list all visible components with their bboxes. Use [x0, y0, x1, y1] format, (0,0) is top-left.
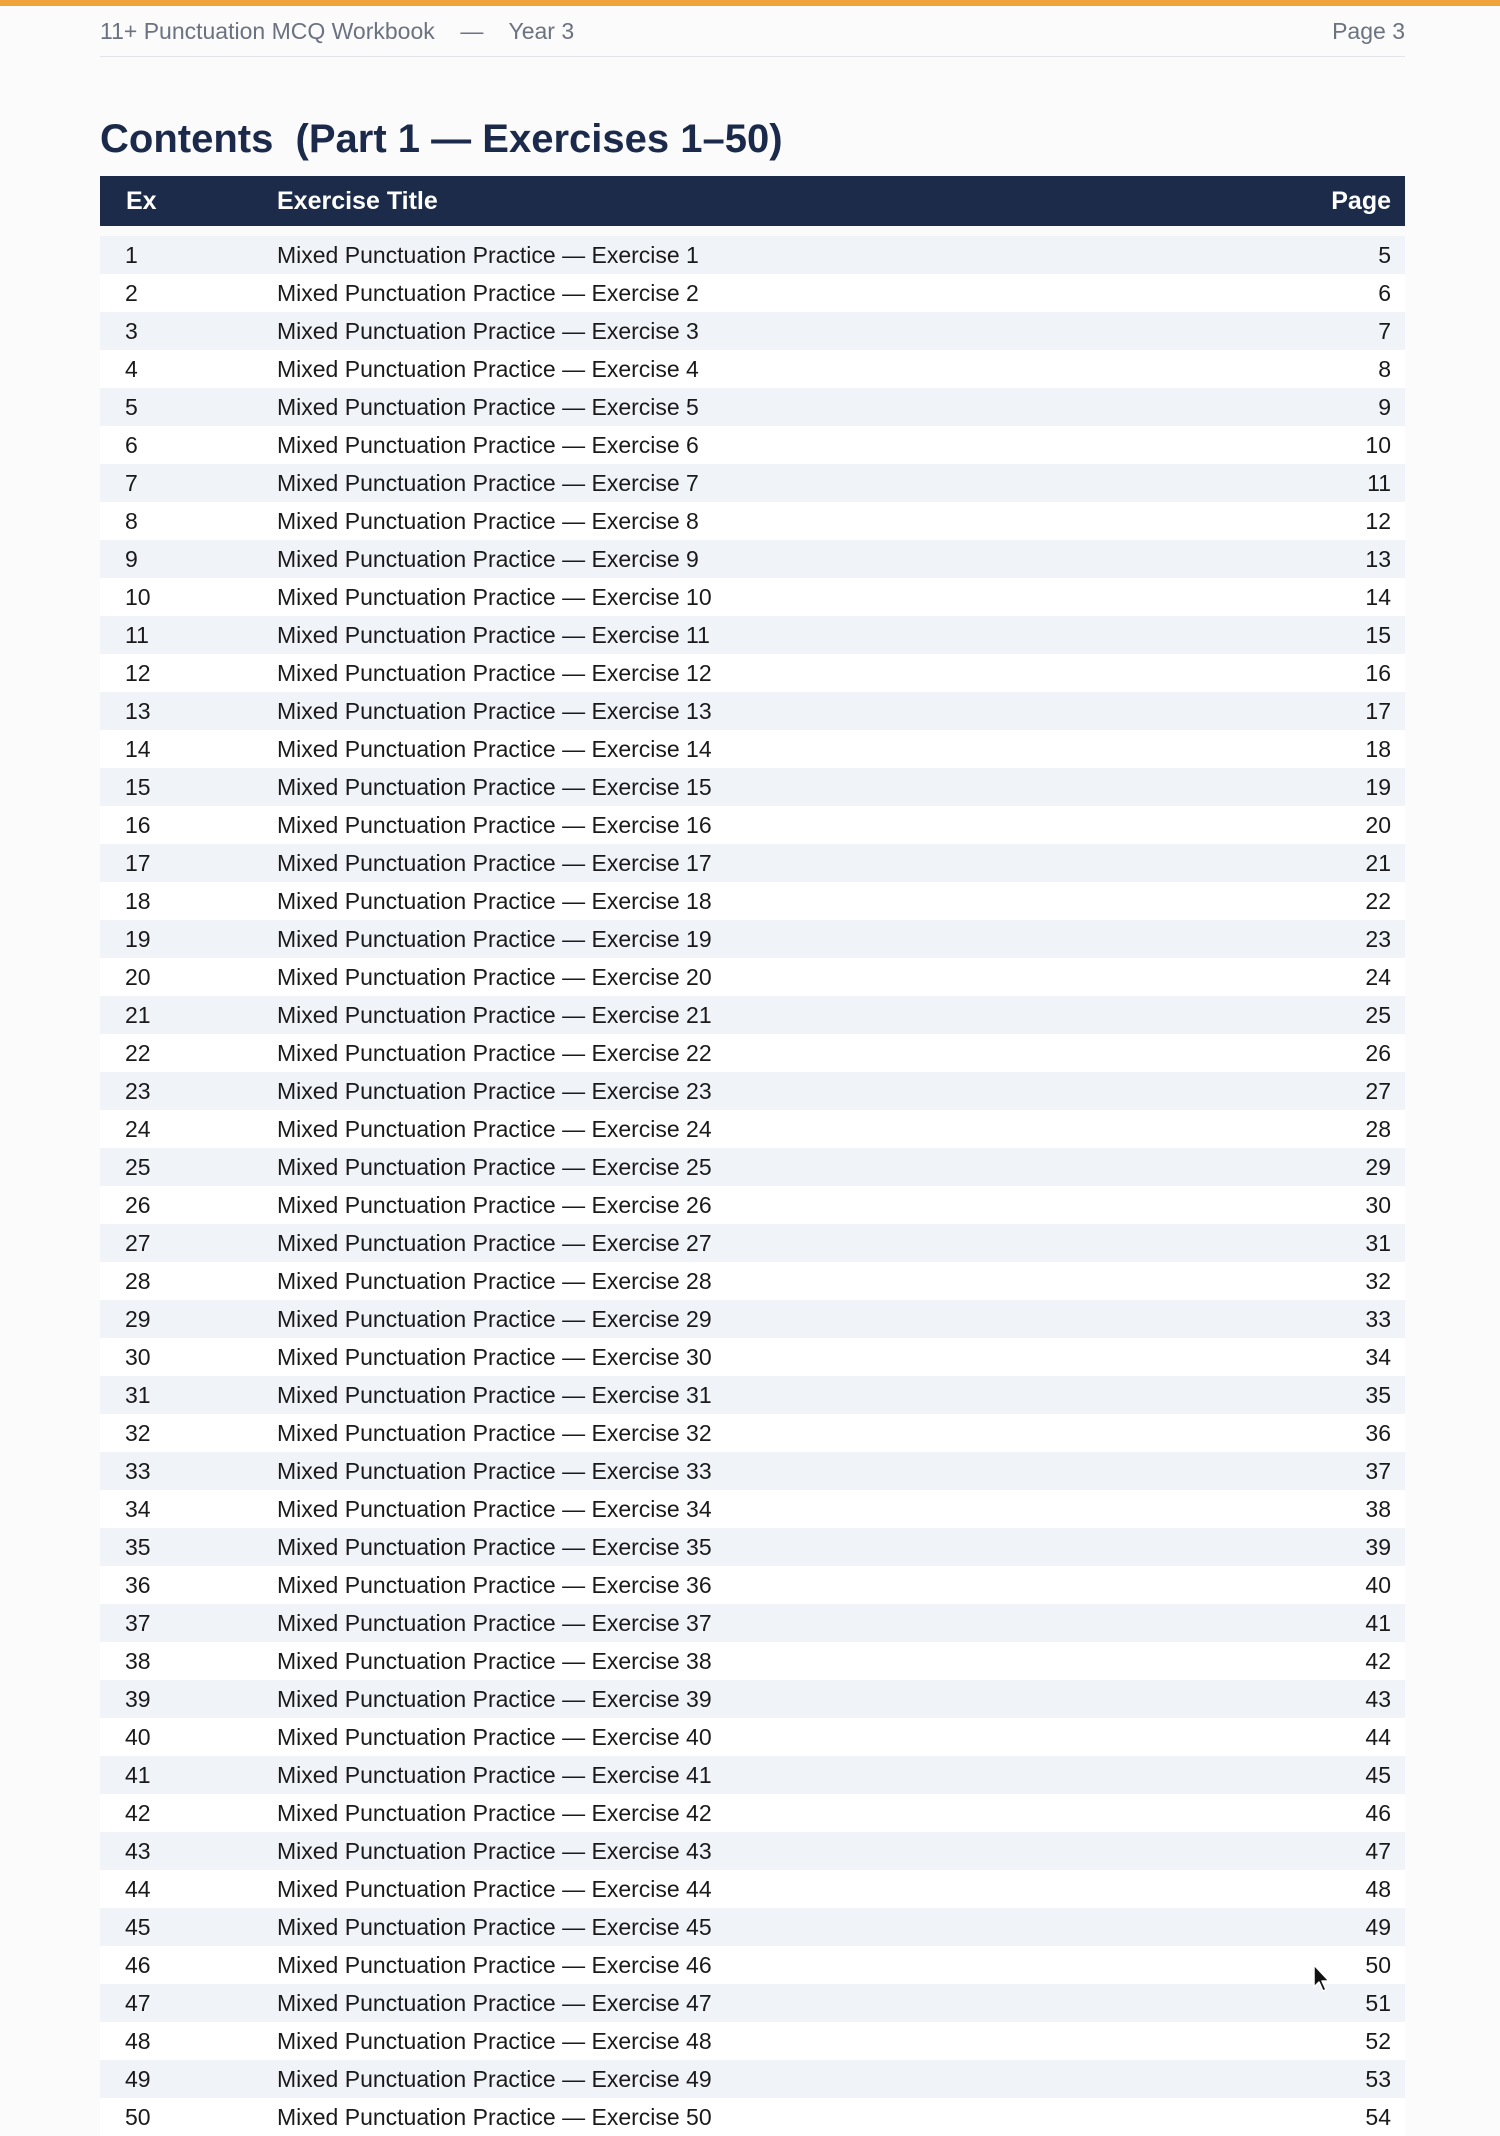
page-number-cell: 50 — [1365, 1951, 1391, 1978]
exercise-title-cell: Mixed Punctuation Practice — Exercise 49 — [277, 2065, 712, 2092]
page-number-cell: 6 — [1378, 279, 1391, 306]
table-row — [100, 958, 1405, 996]
year-label: Year 3 — [508, 17, 575, 44]
running-header — [100, 6, 1405, 57]
table-row — [100, 1338, 1405, 1376]
exercise-number-cell: 43 — [125, 1837, 151, 1864]
table-row — [100, 1870, 1405, 1908]
exercise-number-cell: 33 — [125, 1457, 151, 1484]
exercise-title-cell: Mixed Punctuation Practice — Exercise 16 — [277, 811, 712, 838]
contents-title: Contents (Part 1 — Exercises 1–50) — [100, 117, 783, 161]
page-number-cell: 15 — [1365, 621, 1391, 648]
page-number-cell: 34 — [1365, 1343, 1391, 1370]
column-header-ex: Ex — [126, 186, 157, 215]
page-number-cell: 35 — [1365, 1381, 1391, 1408]
page-number-cell: 36 — [1365, 1419, 1391, 1446]
page-number-cell: 54 — [1365, 2103, 1391, 2130]
table-row — [100, 1490, 1405, 1528]
exercise-number-cell: 41 — [125, 1761, 151, 1788]
exercise-number-cell: 25 — [125, 1153, 151, 1180]
exercise-title-cell: Mixed Punctuation Practice — Exercise 5 — [277, 393, 699, 420]
exercise-number-cell: 18 — [125, 887, 151, 914]
exercise-title-cell: Mixed Punctuation Practice — Exercise 45 — [277, 1913, 712, 1940]
table-row — [100, 1946, 1405, 1984]
table-row — [100, 1452, 1405, 1490]
page-number-cell: 23 — [1365, 925, 1391, 952]
exercise-title-cell: Mixed Punctuation Practice — Exercise 40 — [277, 1723, 712, 1750]
book-title: 11+ Punctuation MCQ Workbook — [100, 17, 435, 44]
contents-table — [100, 176, 1405, 2136]
exercise-number-cell: 39 — [125, 1685, 151, 1712]
page-number-cell: 47 — [1365, 1837, 1391, 1864]
exercise-number-cell: 21 — [125, 1001, 151, 1028]
table-row — [100, 1680, 1405, 1718]
exercise-number-cell: 50 — [125, 2103, 151, 2130]
table-row — [100, 1148, 1405, 1186]
exercise-number-cell: 45 — [125, 1913, 151, 1940]
exercise-title-cell: Mixed Punctuation Practice — Exercise 9 — [277, 545, 699, 572]
exercise-title-cell: Mixed Punctuation Practice — Exercise 1 — [277, 241, 699, 268]
table-spacer — [100, 226, 1405, 236]
exercise-number-cell: 16 — [125, 811, 151, 838]
table-row — [100, 540, 1405, 578]
table-row — [100, 1224, 1405, 1262]
exercise-number-cell: 2 — [125, 279, 138, 306]
exercise-number-cell: 12 — [125, 659, 151, 686]
table-row — [100, 996, 1405, 1034]
exercise-title-cell: Mixed Punctuation Practice — Exercise 8 — [277, 507, 699, 534]
table-header — [100, 176, 1405, 226]
exercise-title-cell: Mixed Punctuation Practice — Exercise 21 — [277, 1001, 712, 1028]
exercise-number-cell: 48 — [125, 2027, 151, 2054]
exercise-title-cell: Mixed Punctuation Practice — Exercise 4 — [277, 355, 699, 382]
page-number-cell: 32 — [1365, 1267, 1391, 1294]
exercise-number-cell: 7 — [125, 469, 138, 496]
document-page — [100, 6, 1405, 2136]
exercise-title-cell: Mixed Punctuation Practice — Exercise 37 — [277, 1609, 712, 1636]
page-number-cell: 9 — [1378, 393, 1391, 420]
table-row — [100, 2098, 1405, 2136]
exercise-number-cell: 37 — [125, 1609, 151, 1636]
page-number-cell: 8 — [1378, 355, 1391, 382]
table-row — [100, 768, 1405, 806]
exercise-title-cell: Mixed Punctuation Practice — Exercise 10 — [277, 583, 712, 610]
page-number-cell: 38 — [1365, 1495, 1391, 1522]
table-row — [100, 1262, 1405, 1300]
page-number-cell: 46 — [1365, 1799, 1391, 1826]
exercise-number-cell: 38 — [125, 1647, 151, 1674]
exercise-number-cell: 36 — [125, 1571, 151, 1598]
exercise-number-cell: 35 — [125, 1533, 151, 1560]
exercise-title-cell: Mixed Punctuation Practice — Exercise 13 — [277, 697, 712, 724]
table-row — [100, 2022, 1405, 2060]
table-row — [100, 806, 1405, 844]
exercise-title-cell: Mixed Punctuation Practice — Exercise 20 — [277, 963, 712, 990]
header-separator: — — [460, 17, 484, 44]
page-number-cell: 53 — [1365, 2065, 1391, 2092]
exercise-title-cell: Mixed Punctuation Practice — Exercise 33 — [277, 1457, 712, 1484]
table-row — [100, 1110, 1405, 1148]
table-row — [100, 1376, 1405, 1414]
exercise-title-cell: Mixed Punctuation Practice — Exercise 39 — [277, 1685, 712, 1712]
exercise-title-cell: Mixed Punctuation Practice — Exercise 23 — [277, 1077, 712, 1104]
page-number-cell: 26 — [1365, 1039, 1391, 1066]
exercise-number-cell: 17 — [125, 849, 151, 876]
table-row — [100, 654, 1405, 692]
table-row — [100, 1756, 1405, 1794]
table-header-row — [100, 176, 1405, 226]
exercise-number-cell: 24 — [125, 1115, 151, 1142]
exercise-title-cell: Mixed Punctuation Practice — Exercise 38 — [277, 1647, 712, 1674]
table-row — [100, 1794, 1405, 1832]
page-number-cell: 18 — [1365, 735, 1391, 762]
table-row — [100, 1186, 1405, 1224]
exercise-title-cell: Mixed Punctuation Practice — Exercise 2 — [277, 279, 699, 306]
table-row — [100, 1072, 1405, 1110]
exercise-number-cell: 19 — [125, 925, 151, 952]
exercise-number-cell: 49 — [125, 2065, 151, 2092]
exercise-number-cell: 46 — [125, 1951, 151, 1978]
exercise-title-cell: Mixed Punctuation Practice — Exercise 26 — [277, 1191, 712, 1218]
table-row — [100, 1566, 1405, 1604]
exercise-number-cell: 42 — [125, 1799, 151, 1826]
table-row — [100, 1034, 1405, 1072]
running-header-left — [100, 18, 574, 45]
table-row — [100, 1604, 1405, 1642]
table-row — [100, 350, 1405, 388]
page-number-cell: 40 — [1365, 1571, 1391, 1598]
table-row — [100, 1528, 1405, 1566]
page-number-cell: 37 — [1365, 1457, 1391, 1484]
page-number-cell: 33 — [1365, 1305, 1391, 1332]
page-number-cell: 11 — [1367, 469, 1391, 496]
page-number-cell: 25 — [1365, 1001, 1391, 1028]
page-number-cell: 52 — [1365, 2027, 1391, 2054]
table-row — [100, 1718, 1405, 1756]
table-row — [100, 844, 1405, 882]
exercise-title-cell: Mixed Punctuation Practice — Exercise 35 — [277, 1533, 712, 1560]
exercise-number-cell: 22 — [125, 1039, 151, 1066]
table-row — [100, 274, 1405, 312]
exercise-title-cell: Mixed Punctuation Practice — Exercise 27 — [277, 1229, 712, 1256]
exercise-title-cell: Mixed Punctuation Practice — Exercise 44 — [277, 1875, 712, 1902]
page-number-cell: 19 — [1365, 773, 1391, 800]
page-number-cell: 44 — [1365, 1723, 1391, 1750]
table-row — [100, 312, 1405, 350]
exercise-number-cell: 13 — [125, 697, 151, 724]
exercise-number-cell: 27 — [125, 1229, 151, 1256]
table-row — [100, 1984, 1405, 2022]
exercise-title-cell: Mixed Punctuation Practice — Exercise 6 — [277, 431, 699, 458]
column-header-page: Page — [1331, 186, 1391, 215]
exercise-title-cell: Mixed Punctuation Practice — Exercise 14 — [277, 735, 712, 762]
exercise-number-cell: 15 — [125, 773, 151, 800]
exercise-number-cell: 29 — [125, 1305, 151, 1332]
page-number-cell: 28 — [1365, 1115, 1391, 1142]
exercise-title-cell: Mixed Punctuation Practice — Exercise 50 — [277, 2103, 712, 2130]
exercise-number-cell: 5 — [125, 393, 138, 420]
exercise-title-cell: Mixed Punctuation Practice — Exercise 15 — [277, 773, 712, 800]
table-row — [100, 388, 1405, 426]
table-row — [100, 426, 1405, 464]
page-number-cell: 27 — [1365, 1077, 1391, 1104]
exercise-title-cell: Mixed Punctuation Practice — Exercise 19 — [277, 925, 712, 952]
exercise-number-cell: 32 — [125, 1419, 151, 1446]
exercise-title-cell: Mixed Punctuation Practice — Exercise 22 — [277, 1039, 712, 1066]
page-number-cell: 51 — [1365, 1989, 1391, 2016]
exercise-title-cell: Mixed Punctuation Practice — Exercise 48 — [277, 2027, 712, 2054]
exercise-number-cell: 4 — [125, 355, 138, 382]
exercise-number-cell: 10 — [125, 583, 151, 610]
page-number-cell: 13 — [1365, 545, 1391, 572]
table-row — [100, 692, 1405, 730]
exercise-number-cell: 30 — [125, 1343, 151, 1370]
exercise-title-cell: Mixed Punctuation Practice — Exercise 32 — [277, 1419, 712, 1446]
exercise-title-cell: Mixed Punctuation Practice — Exercise 29 — [277, 1305, 712, 1332]
exercise-title-cell: Mixed Punctuation Practice — Exercise 7 — [277, 469, 699, 496]
exercise-number-cell: 26 — [125, 1191, 151, 1218]
exercise-title-cell: Mixed Punctuation Practice — Exercise 3 — [277, 317, 699, 344]
exercise-title-cell: Mixed Punctuation Practice — Exercise 47 — [277, 1989, 712, 2016]
table-row — [100, 578, 1405, 616]
exercise-number-cell: 9 — [125, 545, 138, 572]
page-number: Page 3 — [1332, 17, 1405, 44]
exercise-title-cell: Mixed Punctuation Practice — Exercise 18 — [277, 887, 712, 914]
exercise-number-cell: 1 — [125, 241, 138, 268]
table-row — [100, 2060, 1405, 2098]
exercise-number-cell: 34 — [125, 1495, 151, 1522]
table-row — [100, 616, 1405, 654]
page-number-cell: 41 — [1365, 1609, 1391, 1636]
exercise-number-cell: 8 — [125, 507, 138, 534]
exercise-number-cell: 6 — [125, 431, 138, 458]
table-row — [100, 502, 1405, 540]
page-number-cell: 7 — [1378, 317, 1391, 344]
exercise-title-cell: Mixed Punctuation Practice — Exercise 42 — [277, 1799, 712, 1826]
exercise-title-cell: Mixed Punctuation Practice — Exercise 43 — [277, 1837, 712, 1864]
page-number-cell: 45 — [1365, 1761, 1391, 1788]
page-number-cell: 20 — [1365, 811, 1391, 838]
table-row — [100, 730, 1405, 768]
exercise-title-cell: Mixed Punctuation Practice — Exercise 12 — [277, 659, 712, 686]
table-row — [100, 236, 1405, 274]
table-row — [100, 464, 1405, 502]
exercise-title-cell: Mixed Punctuation Practice — Exercise 11 — [277, 621, 710, 648]
exercise-number-cell: 23 — [125, 1077, 151, 1104]
page-number-cell: 5 — [1378, 241, 1391, 268]
exercise-title-cell: Mixed Punctuation Practice — Exercise 17 — [277, 849, 712, 876]
mouse-pointer-icon — [1312, 1964, 1332, 1994]
exercise-title-cell: Mixed Punctuation Practice — Exercise 41 — [277, 1761, 712, 1788]
exercise-title-cell: Mixed Punctuation Practice — Exercise 24 — [277, 1115, 712, 1142]
table-row — [100, 882, 1405, 920]
exercise-number-cell: 44 — [125, 1875, 151, 1902]
page-number-cell: 43 — [1365, 1685, 1391, 1712]
page-number-cell: 49 — [1365, 1913, 1391, 1940]
exercise-number-cell: 11 — [125, 621, 149, 648]
table-row — [100, 1414, 1405, 1452]
page-number-cell: 14 — [1365, 583, 1391, 610]
column-header-title: Exercise Title — [277, 186, 438, 215]
exercise-title-cell: Mixed Punctuation Practice — Exercise 31 — [277, 1381, 712, 1408]
exercise-title-cell: Mixed Punctuation Practice — Exercise 28 — [277, 1267, 712, 1294]
table-row — [100, 1832, 1405, 1870]
page-number-cell: 42 — [1365, 1647, 1391, 1674]
table-body — [100, 226, 1405, 2136]
page-number-cell: 31 — [1365, 1229, 1391, 1256]
table-row — [100, 1300, 1405, 1338]
exercise-title-cell: Mixed Punctuation Practice — Exercise 46 — [277, 1951, 712, 1978]
table-row — [100, 920, 1405, 958]
page-number-cell: 48 — [1365, 1875, 1391, 1902]
exercise-number-cell: 3 — [125, 317, 138, 344]
exercise-number-cell: 28 — [125, 1267, 151, 1294]
page-number-cell: 29 — [1365, 1153, 1391, 1180]
exercise-number-cell: 31 — [125, 1381, 151, 1408]
page-number-cell: 24 — [1365, 963, 1391, 990]
page-number-cell: 30 — [1365, 1191, 1391, 1218]
page-number-cell: 39 — [1365, 1533, 1391, 1560]
exercise-number-cell: 47 — [125, 1989, 151, 2016]
page-number-cell: 17 — [1365, 697, 1391, 724]
table-row — [100, 1908, 1405, 1946]
table-row — [100, 1642, 1405, 1680]
page-number-cell: 10 — [1365, 431, 1391, 458]
page-number-cell: 21 — [1365, 849, 1391, 876]
exercise-title-cell: Mixed Punctuation Practice — Exercise 36 — [277, 1571, 712, 1598]
page-number-cell: 22 — [1365, 887, 1391, 914]
exercise-number-cell: 14 — [125, 735, 151, 762]
exercise-number-cell: 20 — [125, 963, 151, 990]
exercise-title-cell: Mixed Punctuation Practice — Exercise 34 — [277, 1495, 712, 1522]
page-number-cell: 16 — [1365, 659, 1391, 686]
exercise-number-cell: 40 — [125, 1723, 151, 1750]
exercise-title-cell: Mixed Punctuation Practice — Exercise 25 — [277, 1153, 712, 1180]
exercise-title-cell: Mixed Punctuation Practice — Exercise 30 — [277, 1343, 712, 1370]
page-number-cell: 12 — [1365, 507, 1391, 534]
